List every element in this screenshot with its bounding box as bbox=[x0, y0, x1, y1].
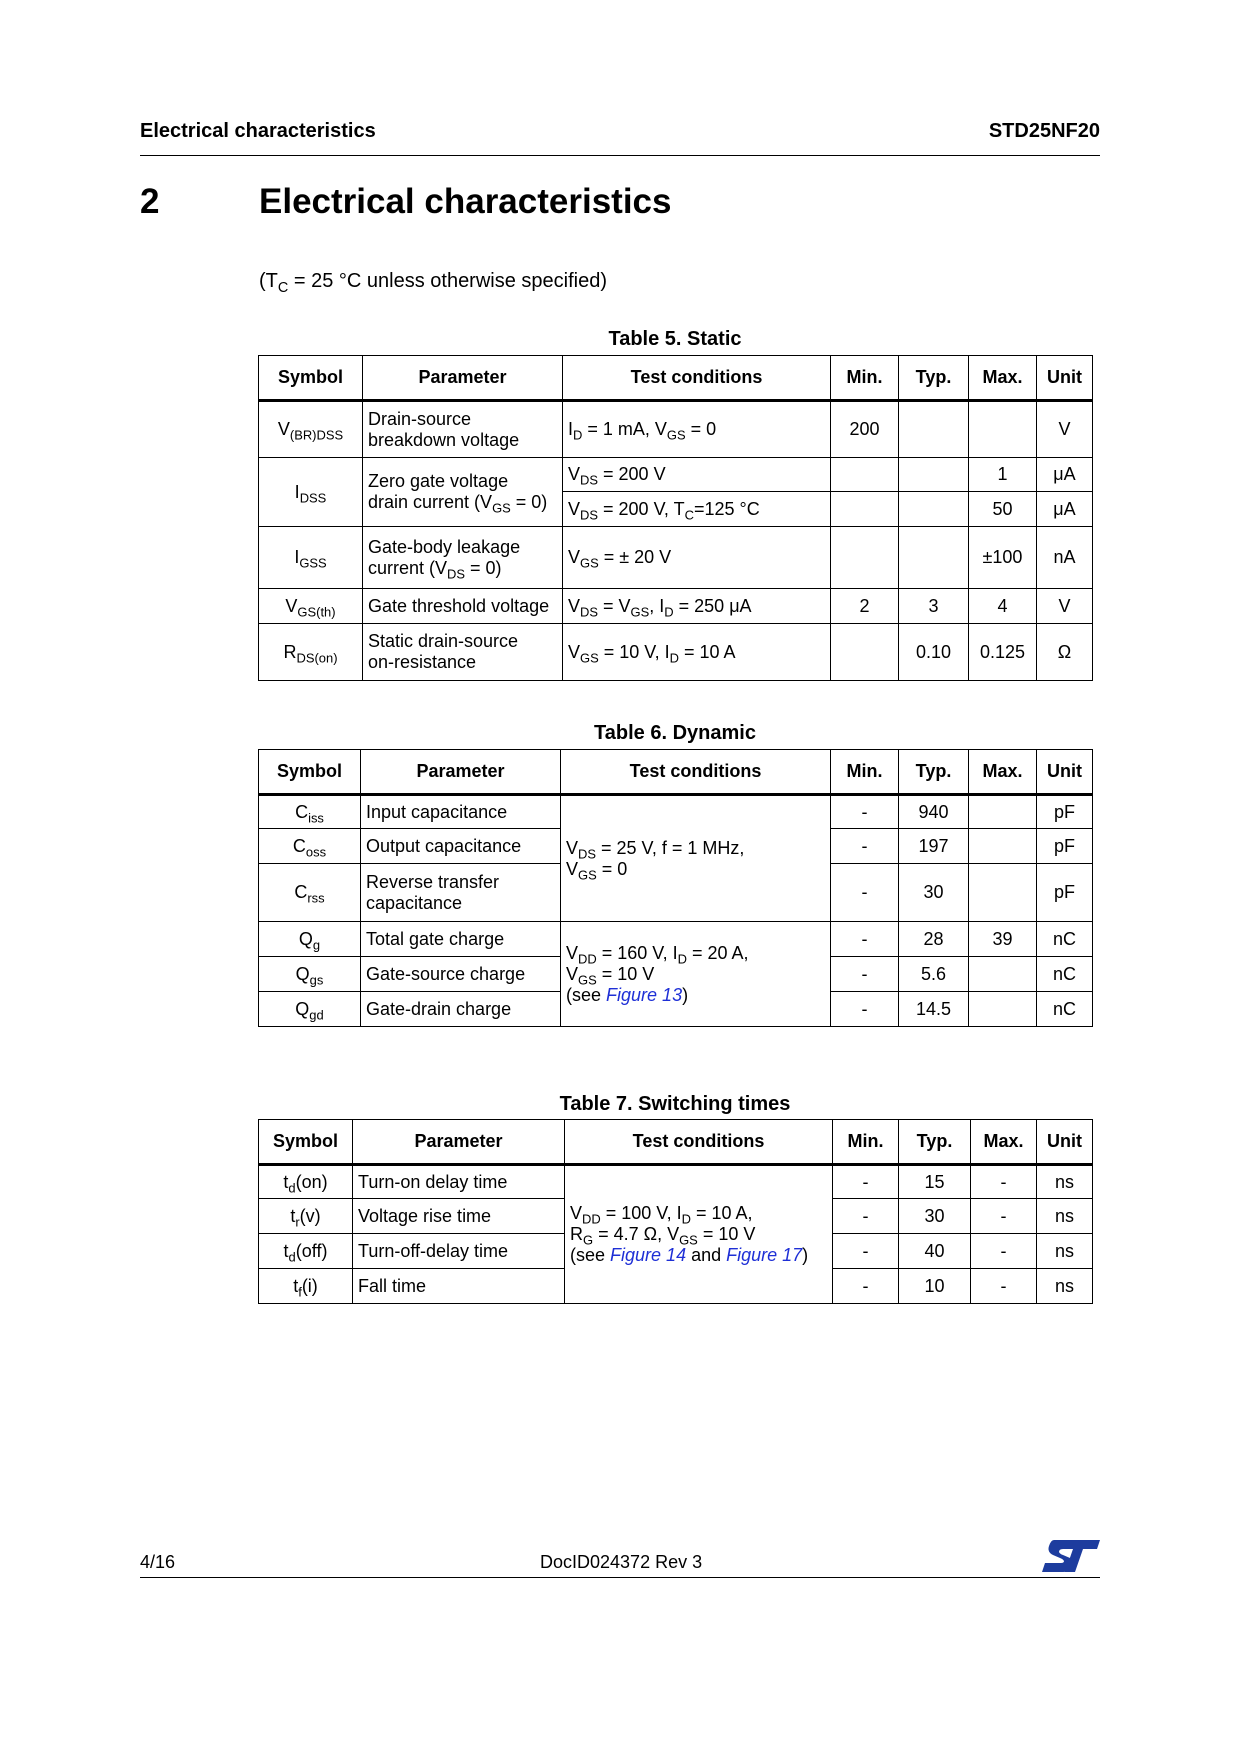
condition-cell: $V_{GS}$ = ± 20 V bbox=[563, 527, 831, 589]
condition-cell: $V_{DD} = 100$ V, $I_D = 10$ A, $R_G = 4.7$ Ω, $V_{GS} = 10$ V (see Figure 14 and Figure 17) bbox=[565, 1165, 833, 1304]
condition-cell: $V_{DS} = 25$ V, f = 1 MHz, $V_{GS} = 0$ bbox=[561, 795, 831, 922]
st-logo-shape bbox=[1042, 1540, 1100, 1572]
unit-cell: pF bbox=[1037, 829, 1093, 864]
table-row bbox=[259, 1165, 1093, 1199]
min-cell: - bbox=[833, 1269, 899, 1304]
parameter-cell: Reverse transfer capacitance bbox=[361, 864, 561, 922]
max-cell: - bbox=[971, 1165, 1037, 1199]
condition-cell: $V_{DS} = 200$ V bbox=[563, 458, 831, 492]
max-cell: 0.125 bbox=[969, 624, 1037, 681]
parameter-cell: Zero gate voltage drain current $(V_{GS} = 0)$ bbox=[363, 458, 563, 527]
min-cell: 2 bbox=[831, 589, 899, 624]
symbol-cell: $I_{DSS}$ bbox=[259, 458, 363, 527]
table-row bbox=[259, 795, 1093, 829]
min-cell: - bbox=[833, 1199, 899, 1234]
symbol-cell: $C_{iss}$ bbox=[259, 795, 361, 829]
table-header-row bbox=[259, 1120, 1093, 1165]
typ-cell: 30 bbox=[899, 1199, 971, 1234]
table-row bbox=[259, 458, 1093, 492]
unit-cell: ns bbox=[1037, 1269, 1093, 1304]
parameter-cell: Turn-off-delay time bbox=[353, 1234, 565, 1269]
col-parameter: Parameter bbox=[361, 750, 561, 795]
unit-cell: nC bbox=[1037, 922, 1093, 957]
typ-cell: 10 bbox=[899, 1269, 971, 1304]
typ-cell: 0.10 bbox=[899, 624, 969, 681]
unit-cell: μA bbox=[1037, 492, 1093, 527]
max-cell bbox=[969, 957, 1037, 992]
min-cell bbox=[831, 624, 899, 681]
symbol-cell: $V_{(BR)DSS}$ bbox=[259, 401, 363, 458]
figure-14-link[interactable]: Figure 14 bbox=[610, 1245, 687, 1265]
unit-cell: μA bbox=[1037, 458, 1093, 492]
max-cell: ±100 bbox=[969, 527, 1037, 589]
typ-cell: 197 bbox=[899, 829, 969, 864]
max-cell bbox=[969, 401, 1037, 458]
symbol-cell: $t_d(on)$ bbox=[259, 1165, 353, 1199]
typ-cell: 15 bbox=[899, 1165, 971, 1199]
symbol-cell: $Q_g$ bbox=[259, 922, 361, 957]
section-number: 2 bbox=[140, 182, 160, 221]
min-cell: 200 bbox=[831, 401, 899, 458]
header-part-number: STD25NF20 bbox=[988, 120, 1100, 142]
min-cell bbox=[831, 492, 899, 527]
max-cell bbox=[969, 795, 1037, 829]
typ-cell: 940 bbox=[899, 795, 969, 829]
switching-times-table bbox=[258, 1119, 1093, 1304]
table-header-row bbox=[259, 356, 1093, 401]
min-cell: - bbox=[833, 1165, 899, 1199]
typ-cell: 14.5 bbox=[899, 992, 969, 1027]
min-cell: - bbox=[831, 795, 899, 829]
typ-cell: 30 bbox=[899, 864, 969, 922]
parameter-cell: Input capacitance bbox=[361, 795, 561, 829]
table7-caption: Table 7. Switching times bbox=[559, 1093, 791, 1115]
unit-cell: pF bbox=[1037, 864, 1093, 922]
page-footer bbox=[140, 1552, 1100, 1578]
figure-17-link[interactable]: Figure 17 bbox=[726, 1245, 803, 1265]
parameter-cell: Drain-source breakdown voltage bbox=[363, 401, 563, 458]
dynamic-table bbox=[258, 749, 1093, 1027]
col-unit: Unit bbox=[1037, 750, 1093, 795]
page-header bbox=[140, 120, 1100, 156]
symbol-cell: $t_d(off)$ bbox=[259, 1234, 353, 1269]
unit-cell: nA bbox=[1037, 527, 1093, 589]
typ-cell: 28 bbox=[899, 922, 969, 957]
parameter-cell: Gate-source charge bbox=[361, 957, 561, 992]
unit-cell: ns bbox=[1037, 1234, 1093, 1269]
col-min: Min. bbox=[831, 750, 899, 795]
col-unit: Unit bbox=[1037, 1120, 1093, 1165]
col-symbol: Symbol bbox=[259, 750, 361, 795]
symbol-cell: $C_{oss}$ bbox=[259, 829, 361, 864]
unit-cell: V bbox=[1037, 589, 1093, 624]
typ-cell bbox=[899, 401, 969, 458]
parameter-cell: Gate threshold voltage bbox=[363, 589, 563, 624]
table-row bbox=[259, 401, 1093, 458]
typ-cell bbox=[899, 527, 969, 589]
col-max: Max. bbox=[969, 356, 1037, 401]
typ-cell bbox=[899, 458, 969, 492]
parameter-cell: Output capacitance bbox=[361, 829, 561, 864]
condition-cell: $V_{DS} = 200$ V, $T_C=125$ °C bbox=[563, 492, 831, 527]
col-typ: Typ. bbox=[899, 750, 969, 795]
document-id: DocID024372 Rev 3 bbox=[540, 1552, 703, 1572]
temperature-condition: ($T_C = 25$ °C unless otherwise specified) bbox=[259, 270, 608, 297]
col-test-conditions: Test conditions bbox=[563, 356, 831, 401]
parameter-cell: Fall time bbox=[353, 1269, 565, 1304]
col-typ: Typ. bbox=[899, 1120, 971, 1165]
symbol-cell: $R_{DS(on)}$ bbox=[259, 624, 363, 681]
col-max: Max. bbox=[969, 750, 1037, 795]
table5-caption: Table 5. Static bbox=[608, 328, 742, 350]
col-min: Min. bbox=[831, 356, 899, 401]
unit-cell: V bbox=[1037, 401, 1093, 458]
parameter-cell: Voltage rise time bbox=[353, 1199, 565, 1234]
symbol-cell: $Q_{gs}$ bbox=[259, 957, 361, 992]
min-cell: - bbox=[831, 864, 899, 922]
col-parameter: Parameter bbox=[353, 1120, 565, 1165]
col-max: Max. bbox=[971, 1120, 1037, 1165]
parameter-cell: Static drain-source on-resistance bbox=[363, 624, 563, 681]
symbol-cell: $t_f(i)$ bbox=[259, 1269, 353, 1304]
col-symbol: Symbol bbox=[259, 356, 363, 401]
symbol-cell: $t_r(v)$ bbox=[259, 1199, 353, 1234]
symbol-cell: $I_{GSS}$ bbox=[259, 527, 363, 589]
min-cell bbox=[831, 458, 899, 492]
table-row bbox=[259, 922, 1093, 957]
parameter-cell: Turn-on delay time bbox=[353, 1165, 565, 1199]
max-cell: - bbox=[971, 1269, 1037, 1304]
figure-13-link[interactable]: Figure 13 bbox=[606, 984, 683, 1005]
max-cell: 39 bbox=[969, 922, 1037, 957]
col-unit: Unit bbox=[1037, 356, 1093, 401]
unit-cell: nC bbox=[1037, 957, 1093, 992]
max-cell bbox=[969, 864, 1037, 922]
max-cell: 50 bbox=[969, 492, 1037, 527]
min-cell bbox=[831, 527, 899, 589]
table-row bbox=[259, 589, 1093, 624]
parameter-cell: Gate-drain charge bbox=[361, 992, 561, 1027]
col-typ: Typ. bbox=[899, 356, 969, 401]
typ-cell bbox=[899, 492, 969, 527]
parameter-cell: Gate-body leakage current $(V_{DS} = 0)$ bbox=[363, 527, 563, 589]
col-test-conditions: Test conditions bbox=[565, 1120, 833, 1165]
min-cell: - bbox=[831, 829, 899, 864]
typ-cell: 3 bbox=[899, 589, 969, 624]
col-symbol: Symbol bbox=[259, 1120, 353, 1165]
condition-cell: $V_{DD} = 160$ V, $I_D = 20$ A, $V_{GS} = 10$ V (see Figure 13) bbox=[561, 922, 831, 1027]
max-cell bbox=[969, 829, 1037, 864]
condition-cell: $I_D = 1$ mA, $V_{GS} = 0$ bbox=[563, 401, 831, 458]
min-cell: - bbox=[831, 992, 899, 1027]
unit-cell: ns bbox=[1037, 1199, 1093, 1234]
unit-cell: Ω bbox=[1037, 624, 1093, 681]
max-cell: 1 bbox=[969, 458, 1037, 492]
max-cell: 4 bbox=[969, 589, 1037, 624]
col-parameter: Parameter bbox=[363, 356, 563, 401]
parameter-cell: Total gate charge bbox=[361, 922, 561, 957]
table-row bbox=[259, 527, 1093, 589]
typ-cell: 5.6 bbox=[899, 957, 969, 992]
table-row bbox=[259, 624, 1093, 681]
min-cell: - bbox=[833, 1234, 899, 1269]
page-number: 4/16 bbox=[140, 1552, 176, 1572]
unit-cell: ns bbox=[1037, 1165, 1093, 1199]
symbol-cell: $C_{rss}$ bbox=[259, 864, 361, 922]
min-cell: - bbox=[831, 957, 899, 992]
max-cell: - bbox=[971, 1234, 1037, 1269]
max-cell bbox=[969, 992, 1037, 1027]
typ-cell: 40 bbox=[899, 1234, 971, 1269]
symbol-cell: $Q_{gd}$ bbox=[259, 992, 361, 1027]
unit-cell: pF bbox=[1037, 795, 1093, 829]
table6-caption: Table 6. Dynamic bbox=[594, 722, 756, 744]
st-logo-icon bbox=[1040, 1538, 1102, 1574]
min-cell: - bbox=[831, 922, 899, 957]
unit-cell: nC bbox=[1037, 992, 1093, 1027]
condition-cell: $V_{GS} = 10$ V, $I_D = 10$ A bbox=[563, 624, 831, 681]
static-table bbox=[258, 355, 1093, 681]
col-test-conditions: Test conditions bbox=[561, 750, 831, 795]
max-cell: - bbox=[971, 1199, 1037, 1234]
section-title: Electrical characteristics bbox=[259, 182, 672, 221]
condition-cell: $V_{DS} = V_{GS}$, $I_D = 250$ μA bbox=[563, 589, 831, 624]
col-min: Min. bbox=[833, 1120, 899, 1165]
symbol-cell: $V_{GS(th)}$ bbox=[259, 589, 363, 624]
header-section-title: Electrical characteristics bbox=[140, 120, 376, 142]
table-header-row bbox=[259, 750, 1093, 795]
